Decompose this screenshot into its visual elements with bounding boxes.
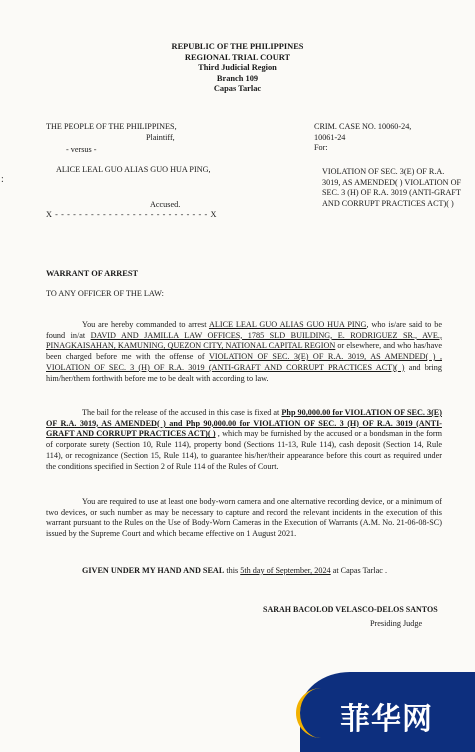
header-branch: Branch 109 xyxy=(216,73,259,83)
header-region: Third Judicial Region xyxy=(198,63,277,73)
watermark-swoosh xyxy=(296,688,340,738)
plaintiff-party: THE PEOPLE OF THE PHILIPPINES, xyxy=(46,122,177,131)
header-republic: REPUBLIC OF THE PHILIPPINES xyxy=(171,42,304,51)
bail-paragraph xyxy=(46,408,442,472)
court-header xyxy=(0,42,475,95)
bail-amount: Php 90,000.00 for VIOLATION OF SEC. 3(E) OF R.A. 3019, AS AMENDED( ) and Php 90,000.00 for VIOLATION OF SEC. 3 (H) OF R.A. 3019 (ANTI-GRAFT AND CORRUPT PRACTICES ACT)( ) xyxy=(46,408,442,439)
case-number: CRIM. CASE NO. 10060-24, xyxy=(314,122,412,131)
accused-name: ALICE LEAL GUO ALIAS GUO HUA PING, xyxy=(56,165,211,174)
bodycam-paragraph xyxy=(46,497,442,540)
site-watermark-logo: 菲华网 xyxy=(340,702,433,737)
plaintiff-label: Plaintiff, xyxy=(146,132,175,142)
given-mid: this xyxy=(224,566,241,575)
p1-text-b: , who is/are said to be found in/at xyxy=(46,320,442,340)
header-location: Capas Tarlac xyxy=(213,84,262,94)
command-paragraph xyxy=(46,320,442,384)
accused-name-underlined: ALICE LEAL GUO ALIAS GUO HUA PING xyxy=(208,320,367,329)
case-number-2: 10061-24 xyxy=(314,132,346,142)
for-label: For: xyxy=(314,143,328,153)
offense: VIOLATION OF SEC. 3(E) OF R.A. 3019, AS AMENDED( ) , VIOLATION OF SEC. 3 (H) OF R.A. 3019 (ANTI-GRAFT AND CORRUPT PRACTICES ACT)( ) xyxy=(46,352,442,372)
salutation: TO ANY OFFICER OF THE LAW: xyxy=(46,289,164,298)
versus-label: - versus - xyxy=(66,145,97,155)
p2-text-b: , which may be furnished by the accused or a bondsman in the form of corporate surety (Section 10, Rule 114), property bond (Sections 11-13, Rule 114), cash deposit (Section 14, Rule 114), or recognizance (Section 15, Rule 114), to guarantee his/her/their appearance before this court as required under the conditions specified in Section 2 of Rule 114 of the Rules of Court. xyxy=(46,429,442,471)
given-under-line xyxy=(82,566,462,575)
p1-text-d: and bring him/her/them forthwith before me to be dealt with according to law. xyxy=(46,362,442,383)
p1-text-c: or elsewhere, and who has/have been charged before me with the offense of xyxy=(46,341,442,362)
charges-list: VIOLATION OF SEC. 3(E) OF R.A. 3019, AS AMENDED( ) VIOLATION OF SEC. 3 (H) OF R.A. 3019 (ANTI-GRAFT AND CORRUPT PRACTICES ACT)( ) xyxy=(322,167,462,208)
header-court: REGIONAL TRIAL COURT xyxy=(184,52,291,62)
p3-text: You are required to use at least one body-worn camera and one alternative recording device, or a minimum of two devices, or such number as may be necessary to capture and record the relevant incidents in the execution of this warrant pursuant to the Rules on the Use of Body-Worn Cameras in the Execution of Warrants (A.M. No. 21-06-08-SC) issued by the Supreme Court and which became effective on 1 August 2021. xyxy=(46,497,442,539)
given-lead: GIVEN UNDER MY HAND AND SEAL xyxy=(82,566,225,575)
p2-text-a: The bail for the release of the accused in this case is fixed at xyxy=(82,408,282,417)
accused-label: Accused. xyxy=(150,200,181,209)
case-caption-parties xyxy=(46,122,246,156)
case-number-block xyxy=(314,122,454,154)
judge-title: Presiding Judge xyxy=(370,619,423,628)
margin-mark: : xyxy=(1,174,4,185)
given-end: at Capas Tarlac . xyxy=(330,566,387,575)
judge-name: SARAH BACOLOD VELASCO-DELOS SANTOS xyxy=(263,605,438,614)
address: DAVID AND JAMILLA LAW OFFICES, 1785 SLD BUILDING, E. RODRIGUEZ SR., AVE., PINAGKAISAHAN, KAMUNING, QUEZON CITY, NATIONAL CAPITAL REGION xyxy=(46,330,442,351)
given-date: 5th day of September, 2024 xyxy=(240,566,331,575)
caption-separator: X - - - - - - - - - - - - - - - - - - - - - - - - - - X xyxy=(46,210,217,219)
warrant-title: WARRANT OF ARREST xyxy=(46,269,139,278)
p1-text-a: You are hereby commanded to arrest xyxy=(82,320,209,329)
